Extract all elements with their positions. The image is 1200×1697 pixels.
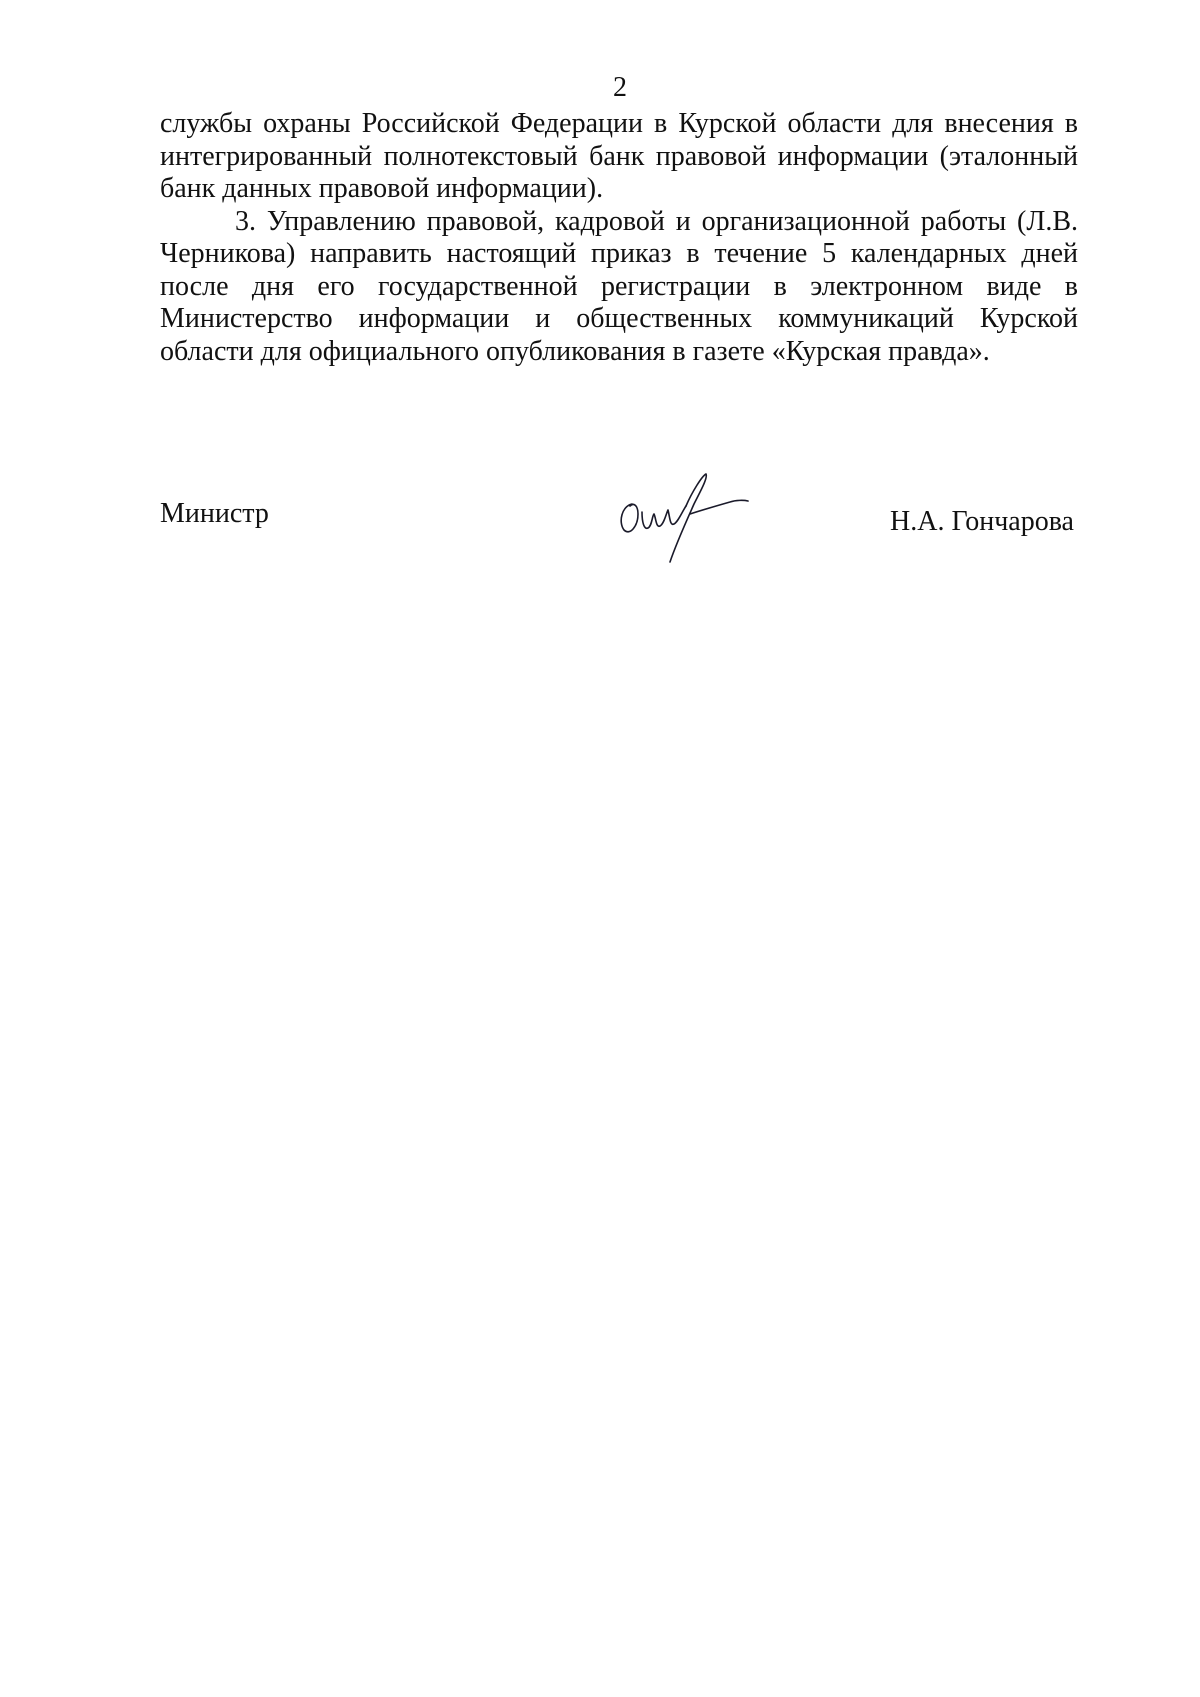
handwritten-signature-icon <box>612 470 752 565</box>
signature-block <box>160 470 1078 570</box>
document-body <box>160 108 1078 368</box>
signatory-name: Н.А. Гончарова <box>890 506 1074 537</box>
paragraph-continuation: службы охраны Российской Федерации в Курской области для внесения в интегрированный полнотекстовый банк правовой информации (эталонный банк данных правовой информации). <box>160 108 1078 204</box>
signatory-position: Министр <box>160 498 269 529</box>
page-number: 2 <box>613 72 627 103</box>
paragraph-item-3: 3. Управлению правовой, кадровой и организационной работы (Л.В. Черникова) направить настоящий приказ в течение 5 календарных дней после дня его государственной регистрации в электронном виде в Министерство информации и общественных коммуникаций Курской области для официального опубликования в газете «Курская правда». <box>160 205 1078 367</box>
